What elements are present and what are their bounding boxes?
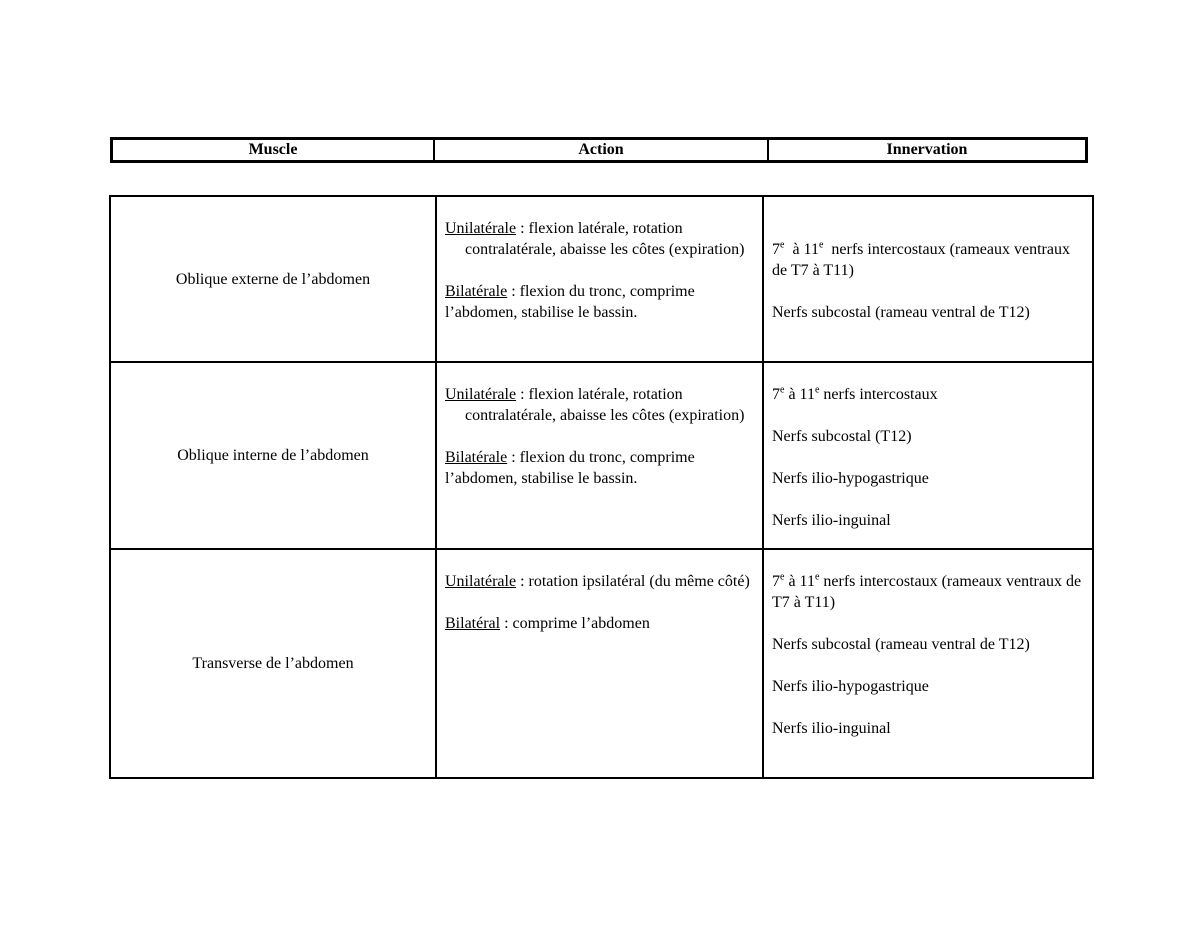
- muscle-cell: [110, 549, 436, 778]
- innervation-item: Nerfs ilio-inguinal: [772, 512, 891, 529]
- unilateral-text: : flexion latérale, rotation contralatérale, abaisse les côtes (expiration): [465, 386, 745, 424]
- innervation-item: Nerfs ilio-inguinal: [772, 720, 891, 737]
- bilateral-text: : comprime l’abdomen: [500, 615, 650, 632]
- unilateral-text: : rotation ipsilatéral (du même côté): [516, 573, 750, 590]
- table-row: [110, 362, 1093, 549]
- muscle-cell: [110, 196, 436, 362]
- bilateral-label: Bilatérale: [445, 449, 508, 466]
- bilateral-label: Bilatéral: [445, 615, 501, 632]
- innervation-cell: [763, 549, 1093, 778]
- unilateral-text: : flexion latérale, rotation contralatérale, abaisse les côtes (expiration): [465, 220, 745, 258]
- innervation-item: Nerfs subcostal (rameau ventral de T12): [772, 636, 1030, 653]
- muscle-cell: [110, 362, 436, 549]
- header-muscle: Muscle: [248, 141, 298, 158]
- header-action: Action: [433, 140, 767, 160]
- innervation-item: 7e à 11e nerfs intercostaux: [772, 384, 938, 403]
- muscle-name: Transverse de l’abdomen: [192, 655, 354, 672]
- action-cell: [436, 196, 763, 362]
- unilateral-label: Unilatérale: [445, 220, 517, 237]
- muscle-table: [109, 195, 1094, 779]
- action-cell: [436, 549, 763, 778]
- innervation-cell: [763, 196, 1093, 362]
- unilateral-action: [445, 384, 754, 426]
- bilateral-action: [445, 281, 754, 323]
- innervation-item: 7e à 11e nerfs intercostaux (rameaux ventraux de T7 à T11): [772, 239, 1074, 279]
- innervation-item: Nerfs subcostal (T12): [772, 428, 912, 445]
- muscle-name: Oblique interne de l’abdomen: [177, 447, 369, 464]
- bilateral-action: [445, 613, 754, 634]
- innervation-item: 7e à 11e nerfs intercostaux (rameaux ventraux de T7 à T11): [772, 571, 1082, 611]
- bilateral-label: Bilatérale: [445, 283, 508, 300]
- innervation-cell: [763, 362, 1093, 549]
- unilateral-action: [445, 218, 754, 260]
- muscle-name: Oblique externe de l’abdomen: [175, 270, 371, 288]
- unilateral-label: Unilatérale: [445, 386, 517, 403]
- table-row: [110, 196, 1093, 362]
- bilateral-text: : flexion du tronc, comprime l’abdomen, stabilise le bassin.: [445, 449, 695, 487]
- table-row: [110, 549, 1093, 778]
- innervation-item: Nerfs ilio-hypogastrique: [772, 470, 929, 487]
- action-cell: [436, 362, 763, 549]
- header-table: [110, 137, 1088, 163]
- unilateral-label: Unilatérale: [445, 573, 517, 590]
- header-innervation: Innervation: [767, 140, 1085, 160]
- innervation-item: Nerfs subcostal (rameau ventral de T12): [772, 304, 1030, 321]
- bilateral-text: : flexion du tronc, comprime l’abdomen, stabilise le bassin.: [445, 283, 695, 321]
- bilateral-action: [445, 447, 754, 489]
- innervation-item: Nerfs ilio-hypogastrique: [772, 678, 929, 695]
- unilateral-action: [445, 571, 754, 592]
